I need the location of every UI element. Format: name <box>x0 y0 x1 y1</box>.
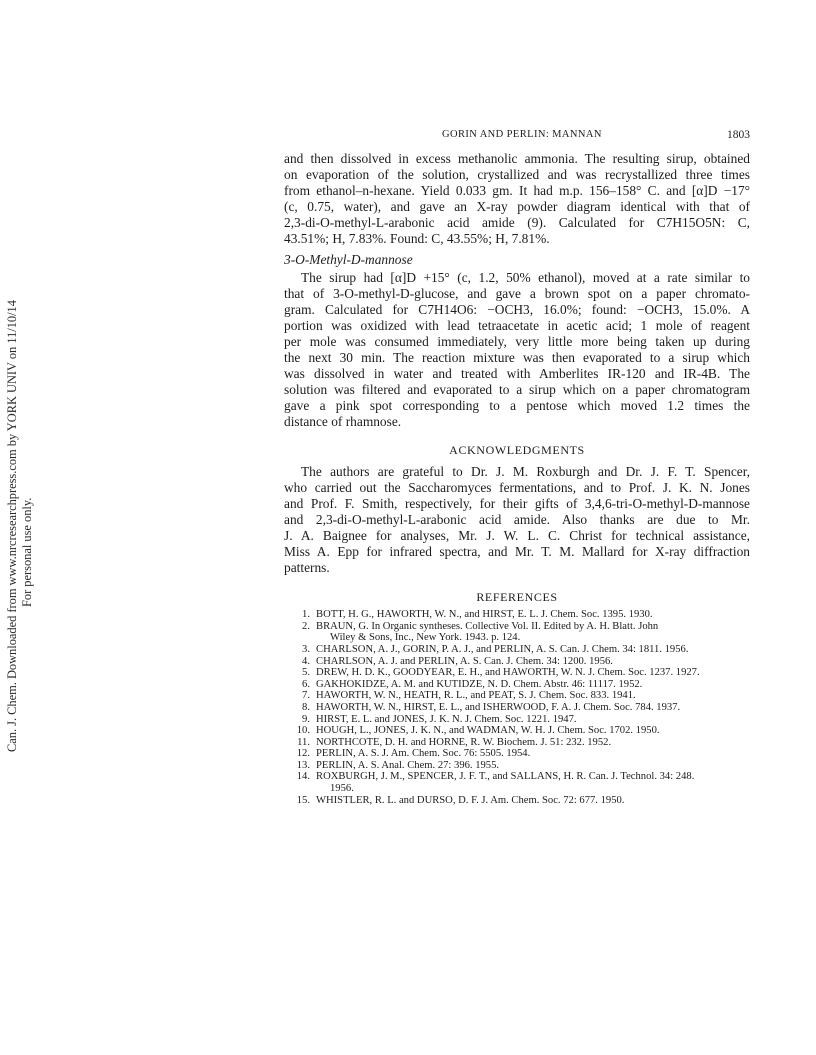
reference-number: 10. <box>296 725 310 737</box>
reference-text: CHARLSON, A. J. and PERLIN, A. S. Can. J. Chem. 34: 1200. 1956. <box>316 655 613 667</box>
reference-item <box>284 679 750 691</box>
reference-list <box>284 609 750 806</box>
text-line: portion was oxidized with lead tetraacetate in acetic acid; 1 mole of reagent <box>284 317 750 333</box>
reference-item <box>284 725 750 737</box>
text-line: solution was filtered and evaporated to a sirup which on a paper chromatogram <box>284 382 750 398</box>
reference-number: 14. <box>296 771 310 783</box>
page-number: 1803 <box>727 129 750 141</box>
reference-number: 15. <box>296 794 310 806</box>
text-line: 2,3-di-O-methyl-L-arabonic acid amide (9). Calculated for C7H15O5N: C, <box>284 215 750 231</box>
reference-number: 5. <box>302 667 310 679</box>
text-line: and Prof. F. Smith, respectively, for their gifts of 3,4,6-tri-O-methyl-D-mannose <box>284 495 750 511</box>
running-title: GORIN AND PERLIN: MANNAN <box>442 129 602 140</box>
text-line: The sirup had [α]D +15° (c, 1.2, 50% ethanol), moved at a rate similar to <box>301 269 750 285</box>
acknowledgments-paragraph <box>284 464 750 577</box>
reference-number: 12. <box>296 748 310 760</box>
text-line: The authors are grateful to Dr. J. M. Roxburgh and Dr. J. F. T. Spencer, <box>301 463 750 479</box>
reference-text: WHISTLER, R. L. and DURSO, D. F. J. Am. Chem. Soc. 72: 677. 1950. <box>316 794 625 806</box>
reference-text: CHARLSON, A. J., GORIN, P. A. J., and PERLIN, A. S. Can. J. Chem. 34: 1811. 1956. <box>316 643 689 655</box>
reference-item <box>284 702 750 714</box>
references-heading: REFERENCES <box>476 590 558 605</box>
text-line: gave a pink spot corresponding to a pentose which moved 1.2 times the <box>284 398 750 414</box>
reference-text: PERLIN, A. S. Anal. Chem. 27: 396. 1955. <box>316 759 500 771</box>
text-line: and then dissolved in excess methanolic ammonia. The resulting sirup, obtained <box>284 151 750 166</box>
reference-item <box>284 609 750 621</box>
running-header <box>284 129 750 145</box>
reference-text: DREW, H. D. K., GOODYEAR, E. H., and HAWORTH, W. N. J. Chem. Soc. 1237. 1927. <box>316 667 700 679</box>
reference-item <box>284 656 750 668</box>
download-watermark <box>3 0 39 1055</box>
reference-item <box>284 714 750 726</box>
reference-item <box>284 748 750 760</box>
text-line: and 2,3-di-O-methyl-L-arabonic acid amide. Also thanks are due to Mr. <box>284 511 750 527</box>
reference-item <box>284 760 750 772</box>
reference-item <box>284 644 750 656</box>
text-line: on evaporation of the solution, crystallized and was recrystallized three times <box>284 167 750 183</box>
text-line: 43.51%; H, 7.83%. Found: C, 43.55%; H, 7.81%. <box>284 231 550 247</box>
reference-text: BRAUN, G. In Organic syntheses. Collective Vol. II. Edited by A. H. Blatt. John <box>316 620 659 632</box>
reference-number: 1. <box>302 609 310 621</box>
reference-item <box>284 771 750 794</box>
reference-number: 8. <box>302 701 310 713</box>
text-line: patterns. <box>284 560 330 576</box>
subsection-heading: 3-O-Methyl-D-mannose <box>284 251 413 267</box>
reference-item <box>284 795 750 807</box>
acknowledgments-heading: ACKNOWLEDGMENTS <box>449 442 585 457</box>
reference-item <box>284 737 750 749</box>
text-line: who carried out the Saccharomyces fermentations, and to Prof. J. K. N. Jones <box>284 479 750 495</box>
text-line: (c, 0.75, water), and gave an X-ray powder diagram identical with that of <box>284 199 750 215</box>
reference-text: NORTHCOTE, D. H. and HORNE, R. W. Biochem. J. 51: 232. 1952. <box>316 736 612 748</box>
reference-number: 11. <box>297 736 310 748</box>
reference-text: PERLIN, A. S. J. Am. Chem. Soc. 76: 5505. 1954. <box>316 748 531 760</box>
text-line: the next 30 min. The reaction mixture was then evaporated to a sirup which <box>284 350 750 366</box>
mannose-paragraph <box>284 270 750 431</box>
reference-number: 7. <box>302 690 310 702</box>
text-line: from ethanol–n-hexane. Yield 0.033 gm. It had m.p. 156–158° C. and [α]D −17° <box>284 183 750 199</box>
text-line: per mole was consumed immediately, very little more being taken up during <box>284 333 750 349</box>
watermark-line-2: For personal use only. <box>20 497 34 607</box>
reference-continuation: 1956. <box>330 783 354 795</box>
reference-text: BOTT, H. G., HAWORTH, W. N., and HIRST, E. L. J. Chem. Soc. 1395. 1930. <box>316 609 653 621</box>
article-body <box>284 151 750 806</box>
reference-number: 2. <box>302 620 310 632</box>
text-line: gram. Calculated for C7H14O6: −OCH3, 16.0%; found: −OCH3, 15.0%. A <box>284 301 750 317</box>
reference-text: HOUGH, L., JONES, J. K. N., and WADMAN, W. H. J. Chem. Soc. 1702. 1950. <box>316 725 660 737</box>
text-line: distance of rhamnose. <box>284 414 402 430</box>
reference-continuation: Wiley & Sons, Inc., New York. 1943. p. 124. <box>330 632 521 644</box>
text-line: that of 3-O-methyl-D-glucose, and gave a brown spot on a paper chromato- <box>284 285 750 301</box>
reference-number: 13. <box>296 759 310 771</box>
reference-number: 3. <box>302 643 310 655</box>
experimental-paragraph <box>284 151 750 248</box>
reference-number: 4. <box>302 655 310 667</box>
reference-text: ROXBURGH, J. M., SPENCER, J. F. T., and SALLANS, H. R. Can. J. Technol. 34: 248. <box>316 771 695 783</box>
reference-number: 6. <box>302 678 310 690</box>
reference-number: 9. <box>302 713 310 725</box>
text-line: was dissolved in water and treated with Amberlites IR-120 and IR-4B. The <box>284 366 750 382</box>
watermark-line-1: Can. J. Chem. Downloaded from www.nrcresearchpress.com by YORK UNIV on 11/10/14 <box>5 300 19 752</box>
reference-item <box>284 690 750 702</box>
reference-item <box>284 621 750 644</box>
text-line: Miss A. Epp for infrared spectra, and Mr. T. M. Mallard for X-ray diffraction <box>284 543 750 559</box>
text-line: J. A. Baignee for analyses, Mr. J. W. L. C. Christ for technical assistance, <box>284 527 750 543</box>
reference-item <box>284 667 750 679</box>
reference-text: HAWORTH, W. N., HIRST, E. L., and ISHERWOOD, F. A. J. Chem. Soc. 784. 1937. <box>316 701 681 713</box>
reference-text: HAWORTH, W. N., HEATH, R. L., and PEAT, S. J. Chem. Soc. 833. 1941. <box>316 690 636 702</box>
reference-text: GAKHOKIDZE, A. M. and KUTIDZE, N. D. Chem. Abstr. 46: 11117. 1952. <box>316 678 643 690</box>
reference-text: HIRST, E. L. and JONES, J. K. N. J. Chem. Soc. 1221. 1947. <box>316 713 577 725</box>
